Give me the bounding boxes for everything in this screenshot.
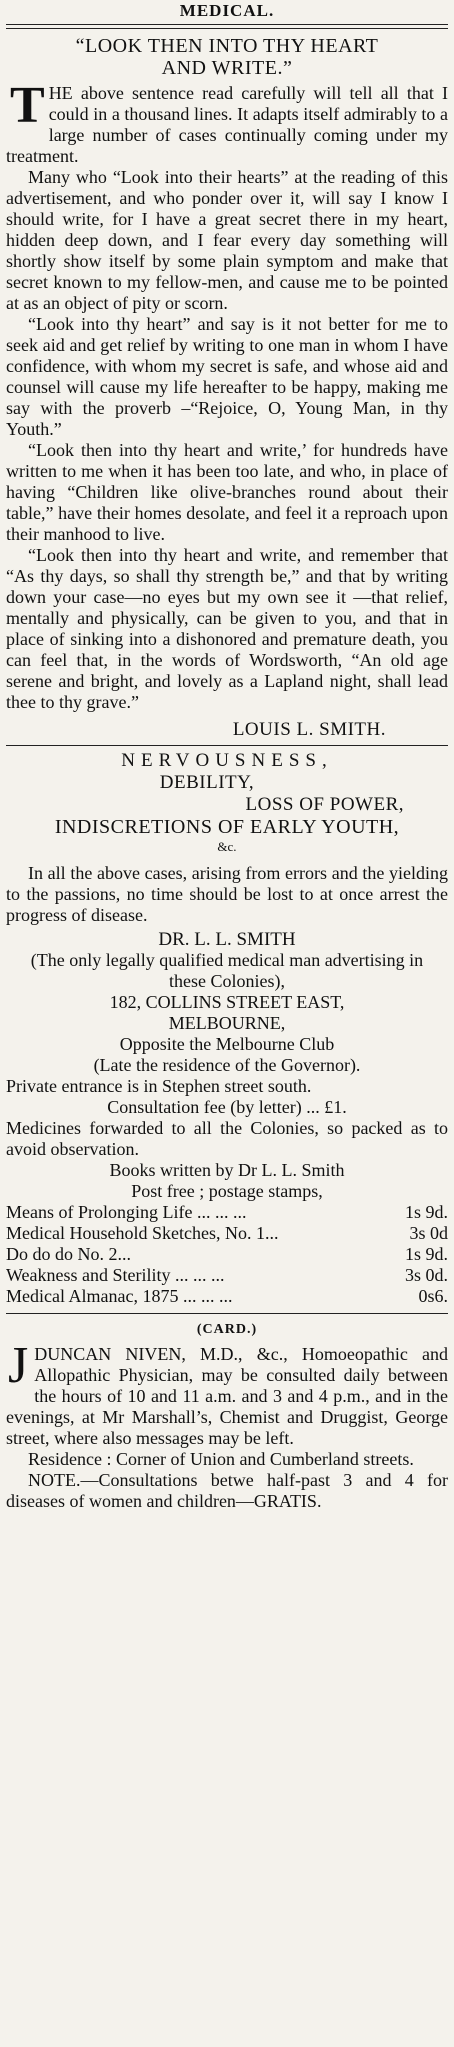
ad2-para1: In all the above cases, arising from errors and the yielding to the passions, no time should be lost to at once arrest the progress of disease. — [6, 863, 448, 925]
ad1-para5: “Look then into thy heart and write, and remember that “As thy days, so shall thy strength be,” and that by writing down your case—no eyes but my own see it —that relief, mentally and physically, can be given to you, and that in place of sinking into a dishonored and premature death, you can feel that, in the words of Wordsworth, “An old age serene and bright, and lovely as a Lapland night, shall lead thee to thy grave.” — [6, 545, 448, 712]
ad1-para4: “Look then into thy heart and write,’ for hundreds have written to me when it has been too late, and who, in place of having “Children like olive-branches round about their table,” have their homes desolate, and feel it a reproach upon their manhood to live. — [6, 440, 448, 544]
price-row — [6, 1244, 448, 1265]
opposite-text: Opposite the Melbourne Club — [119, 1034, 335, 1054]
price-item: Do do do No. 2... — [6, 1244, 131, 1264]
price-item: Weakness and Sterility ... ... ... — [6, 1265, 225, 1285]
ad1-para3: “Look into thy heart” and say is it not better for me to seek aid and get relief by writing to one man in whom I have confidence, with whom my secret is safe, and whose aid and counsel will cause my life hereafter to be happy, making me say with the proverb –“Rejoice, O, Young Man, in thy Youth.” — [6, 314, 448, 439]
price-row — [6, 1223, 448, 1244]
address-line1: 182, COLLINS STREET EAST, — [109, 992, 345, 1012]
ad1-heading-line2: AND WRITE.” — [161, 57, 293, 79]
ad1-body — [6, 77, 448, 713]
ad3-para1 — [6, 1337, 448, 1449]
note-text: NOTE.—Consultations betwe half-past 3 and 4 for diseases of women and children—GRATIS. — [6, 1470, 448, 1511]
price-row — [6, 1286, 448, 1307]
price-amount: 0s6. — [418, 1286, 448, 1306]
post-free-text: Post free ; postage stamps, — [131, 1181, 323, 1201]
ad2-line4: INDISCRETIONS OF EARLY YOUTH, — [54, 816, 400, 838]
ad3-para1-text: DUNCAN NIVEN, M.D., &c., Homoeopathic and Allopathic Physician, may be consulted daily between the hours of 10 and 11 a.m. and 3 and 4 p.m., and in the evenings, at Mr Marshall’s, Chemist and Druggist, George street, where also messages may be left. — [6, 1344, 448, 1448]
price-row — [6, 1202, 448, 1223]
ad2-line1: NERVOUSNESS, — [121, 750, 333, 771]
price-item: Medical Almanac, 1875 ... ... ... — [6, 1286, 233, 1306]
divider — [6, 745, 448, 746]
price-amount: 3s 0d — [409, 1223, 448, 1243]
books-text: Books written by Dr L. L. Smith — [109, 1160, 345, 1180]
private-entrance: Private entrance is in Stephen street south. — [6, 1076, 312, 1096]
ad2-line5: &c. — [217, 839, 237, 854]
ad1-heading-line1: “LOOK THEN INTO THY HEART — [75, 35, 379, 57]
address-line2: MELBOURNE, — [168, 1013, 286, 1033]
ad1-heading — [14, 35, 440, 79]
price-list — [6, 1202, 448, 1307]
dropcap-letter: J — [8, 1337, 29, 1394]
medicines-text: Medicines forwarded to all the Colonies, so packed as to avoid observation. — [6, 1118, 448, 1159]
card-label: (CARD.) — [196, 1322, 258, 1337]
ad2-line3: LOSS OF POWER, — [245, 794, 404, 815]
price-amount: 3s 0d. — [404, 1265, 448, 1285]
price-amount: 1s 9d. — [404, 1202, 448, 1222]
divider — [6, 28, 448, 29]
price-item: Means of Prolonging Life ... ... ... — [6, 1202, 247, 1222]
divider — [6, 1313, 448, 1314]
divider — [6, 24, 448, 25]
price-row — [6, 1265, 448, 1286]
late-residence: (Late the residence of the Governor). — [93, 1055, 361, 1075]
ad1-para1 — [6, 77, 448, 167]
doctor-name: DR. L. L. SMITH — [158, 929, 296, 950]
ad2-line2: DEBILITY, — [159, 772, 255, 793]
ad1-para2: Many who “Look into their hearts” at the reading of this advertisement, and who ponder over it, will say I know I should write, for I have a great secret there in my heart, hidden deep down, and I fear every day something will shortly show itself by some plain symptom and make that secret known to my fellow-men, and cause me to be pointed at as an object of pity or scorn. — [6, 167, 448, 313]
price-item: Medical Household Sketches, No. 1... — [6, 1223, 279, 1243]
dropcap-letter: T — [10, 77, 45, 134]
section-title: MEDICAL. — [179, 1, 275, 20]
ad1-signature: LOUIS L. SMITH. — [232, 719, 386, 740]
qualified-text: (The only legally qualified medical man advertising in these Colonies), — [30, 950, 424, 991]
consult-fee: Consultation fee (by letter) ... £1. — [107, 1097, 347, 1117]
price-amount: 1s 9d. — [404, 1244, 448, 1264]
ad1-para1-text: HE above sentence read carefully will tell all that I could in a thousand lines. It adapts itself admirably to a large number of cases continually coming under my treatment. — [6, 83, 448, 166]
residence-text: Residence : Corner of Union and Cumberland streets. — [28, 1449, 414, 1469]
